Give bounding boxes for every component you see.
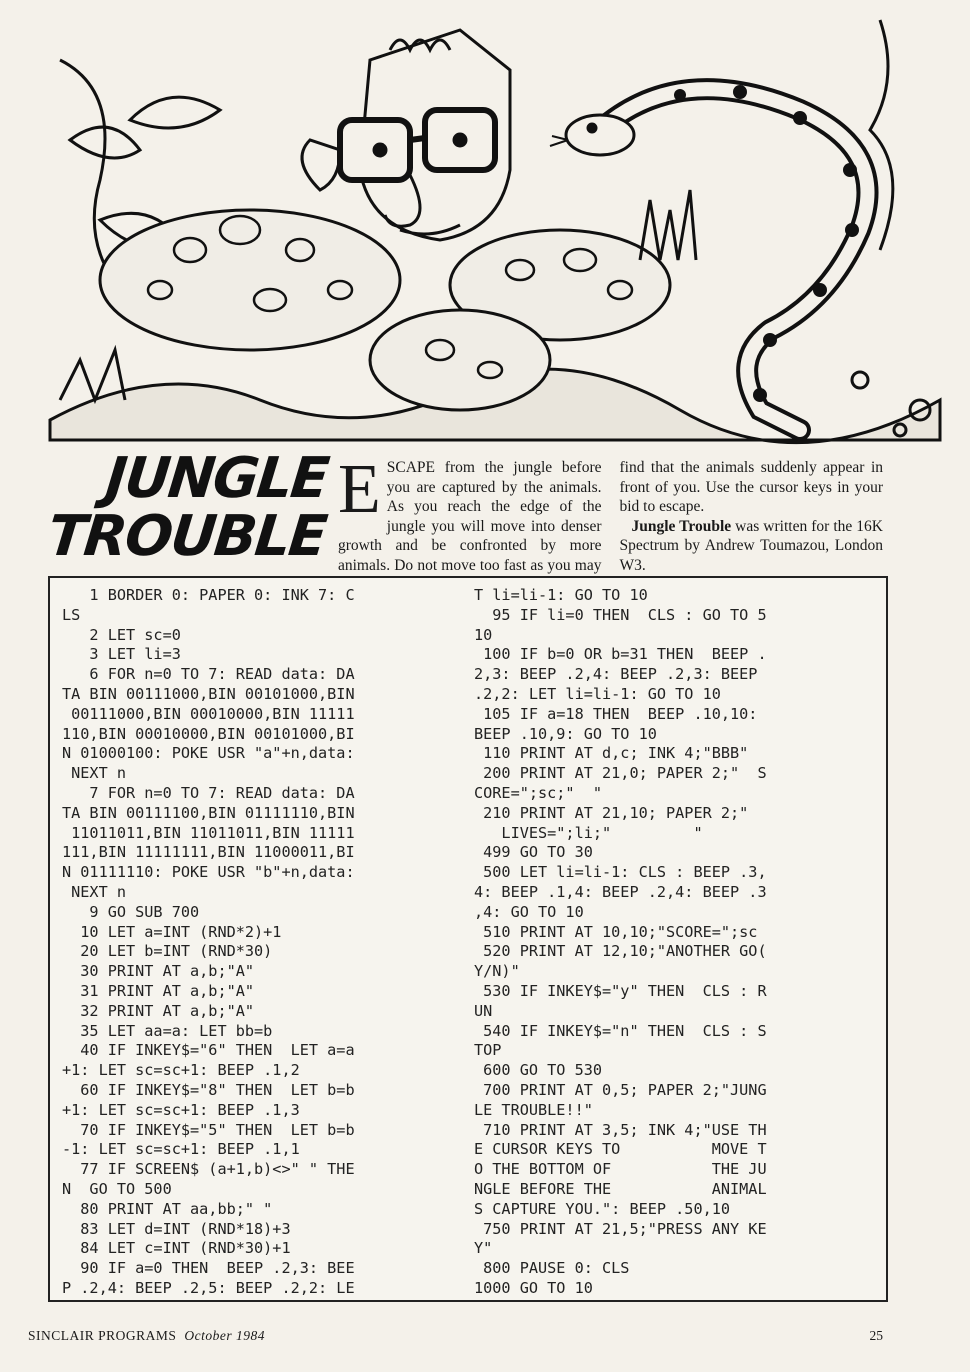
listing-line: 800 PAUSE 0: CLS — [474, 1259, 630, 1278]
article-title — [44, 446, 331, 570]
listing-line: N 01111110: POKE USR "b"+n,data: — [62, 863, 355, 882]
listing-line: 520 PRINT AT 12,10;"ANOTHER GO( — [474, 942, 767, 961]
listing-line: LS — [62, 605, 81, 624]
listing-line: 200 PRINT AT 21,0; PAPER 2;" S — [474, 764, 767, 783]
listing-line: BEEP .10,9: GO TO 10 — [474, 724, 657, 743]
listing-line: 84 LET c=INT (RND*30)+1 — [62, 1239, 291, 1258]
listing-line: 4: BEEP .1,4: BEEP .2,4: BEEP .3 — [474, 882, 767, 901]
listing-line: 3 LET li=3 — [62, 645, 181, 664]
listing-line: 20 LET b=INT (RND*30) — [62, 942, 273, 961]
listing-line: E CURSOR KEYS TO MOVE T — [474, 1140, 767, 1159]
listing-line: NEXT n — [62, 882, 127, 901]
listing-line: N GO TO 500 — [62, 1179, 172, 1198]
listing-line: NEXT n — [62, 764, 127, 783]
publication-name: SINCLAIR PROGRAMS — [28, 1328, 177, 1343]
listing-line: TOP — [474, 1041, 502, 1060]
listing-line: 2,3: BEEP .2,4: BEEP .2,3: BEEP — [474, 665, 758, 684]
title-line-2: TROUBLE — [44, 504, 329, 569]
page-footer — [28, 1328, 883, 1350]
footer-publication — [28, 1328, 265, 1344]
listing-line: 6 FOR n=0 TO 7: READ data: DA — [62, 665, 355, 684]
listing-line: 90 IF a=0 THEN BEEP .2,3: BEE — [62, 1259, 355, 1278]
listing-line: 95 IF li=0 THEN CLS : GO TO 5 — [474, 605, 767, 624]
listing-line: UN — [474, 1001, 493, 1020]
listing-column-left — [62, 586, 462, 1299]
listing-line: 1 BORDER 0: PAPER 0: INK 7: C — [62, 586, 355, 604]
listing-line: TA BIN 00111100,BIN 01111110,BIN — [62, 803, 355, 822]
listing-line: O THE BOTTOM OF THE JU — [474, 1160, 767, 1179]
listing-line: Y/N)" — [474, 962, 520, 981]
listing-line: 100 IF b=0 OR b=31 THEN BEEP . — [474, 645, 767, 664]
intro-paragraph-2 — [620, 517, 884, 576]
page-number: 25 — [869, 1328, 883, 1343]
listing-line: 70 IF INKEY$="5" THEN LET b=b — [62, 1120, 355, 1139]
listing-line: 111,BIN 11111111,BIN 11000011,BI — [62, 843, 355, 862]
listing-line: TA BIN 00111000,BIN 00101000,BIN — [62, 684, 355, 703]
listing-line: .2,2: LET li=li-1: GO TO 10 — [474, 684, 721, 703]
listing-line: N 01000100: POKE USR "a"+n,data: — [62, 744, 355, 763]
listing-line: 9 GO SUB 700 — [62, 902, 200, 921]
intro-paragraph-2-text: was written for the 16K Spectrum by Andrew Toumazou, London W3. — [619, 517, 883, 574]
listing-line: 00111000,BIN 00010000,BIN 11111 — [62, 704, 355, 723]
listing-line: 499 GO TO 30 — [474, 843, 593, 862]
listing-line: 10 — [474, 625, 493, 644]
listing-column-right — [474, 586, 874, 1299]
listing-line: CORE=";sc;" " — [474, 783, 603, 802]
listing-line: -1: LET sc=sc+1: BEEP .1,1 — [62, 1140, 300, 1159]
listing-line: Y" — [474, 1239, 493, 1258]
cartoon-drawing — [40, 0, 970, 450]
listing-line: 80 PRINT AT aa,bb;" " — [62, 1199, 273, 1218]
listing-line: 35 LET aa=a: LET bb=b — [62, 1021, 273, 1040]
program-name: Jungle Trouble — [631, 517, 732, 535]
listing-line: 105 IF a=18 THEN BEEP .10,10: — [474, 704, 758, 723]
listing-line: 30 PRINT AT a,b;"A" — [62, 962, 255, 981]
drop-cap: E — [338, 451, 381, 528]
listing-line: 110 PRINT AT d,c; INK 4;"BBB" — [474, 744, 749, 763]
listing-line: 530 IF INKEY$="y" THEN CLS : R — [474, 981, 767, 1000]
listing-line: +1: LET sc=sc+1: BEEP .1,2 — [62, 1061, 300, 1080]
listing-line: 540 IF INKEY$="n" THEN CLS : S — [474, 1021, 767, 1040]
listing-line: LIVES=";li;" " — [474, 823, 703, 842]
listing-line: 2 LET sc=0 — [62, 625, 181, 644]
listing-line: 83 LET d=INT (RND*18)+3 — [62, 1219, 291, 1238]
listing-line: ,4: GO TO 10 — [474, 902, 584, 921]
issue-date: October 1984 — [184, 1328, 266, 1343]
listing-line: 510 PRINT AT 10,10;"SCORE=";sc — [474, 922, 758, 941]
listing-line: 500 LET li=li-1: CLS : BEEP .3, — [474, 863, 767, 882]
listing-line: 110,BIN 00010000,BIN 00101000,BI — [62, 724, 355, 743]
listing-line: 40 IF INKEY$="6" THEN LET a=a — [62, 1041, 355, 1060]
title-line-1: JUNGLE — [102, 446, 331, 511]
jungle-illustration — [40, 0, 970, 450]
intro-paragraph-1-text: SCAPE from the jungle before you are captured by the animals. As you reach the edge of the jungle you will move into denser growth and be confronted by more animals. Do not move too fast as you may find that the animals suddenly appear in front of you. Use the cursor keys in your bid to escape. — [338, 459, 883, 574]
listing-line: 32 PRINT AT a,b;"A" — [62, 1001, 255, 1020]
listing-line: 600 GO TO 530 — [474, 1061, 603, 1080]
intro-text — [338, 451, 883, 576]
listing-line: NGLE BEFORE THE ANIMAL — [474, 1179, 767, 1198]
listing-line: 1000 GO TO 10 — [474, 1278, 593, 1297]
listing-line: 700 PRINT AT 0,5; PAPER 2;"JUNG — [474, 1080, 767, 1099]
listing-line: 750 PRINT AT 21,5;"PRESS ANY KE — [474, 1219, 767, 1238]
listing-line: 77 IF SCREEN$ (a+1,b)<>" " THE — [62, 1160, 355, 1179]
listing-line: +1: LET sc=sc+1: BEEP .1,3 — [62, 1100, 300, 1119]
listing-line: LE TROUBLE!!" — [474, 1100, 593, 1119]
listing-line: 210 PRINT AT 21,10; PAPER 2;" — [474, 803, 749, 822]
listing-line: S CAPTURE YOU.": BEEP .50,10 — [474, 1199, 731, 1218]
listing-line: P .2,4: BEEP .2,5: BEEP .2,2: LE — [62, 1278, 355, 1297]
listing-line: T li=li-1: GO TO 10 — [474, 586, 648, 604]
listing-line: 31 PRINT AT a,b;"A" — [62, 981, 255, 1000]
listing-line: 710 PRINT AT 3,5; INK 4;"USE TH — [474, 1120, 767, 1139]
program-listing — [48, 576, 888, 1302]
listing-line: 60 IF INKEY$="8" THEN LET b=b — [62, 1080, 355, 1099]
listing-line: 10 LET a=INT (RND*2)+1 — [62, 922, 282, 941]
listing-line: 11011011,BIN 11011011,BIN 11111 — [62, 823, 355, 842]
listing-line: 7 FOR n=0 TO 7: READ data: DA — [62, 783, 355, 802]
